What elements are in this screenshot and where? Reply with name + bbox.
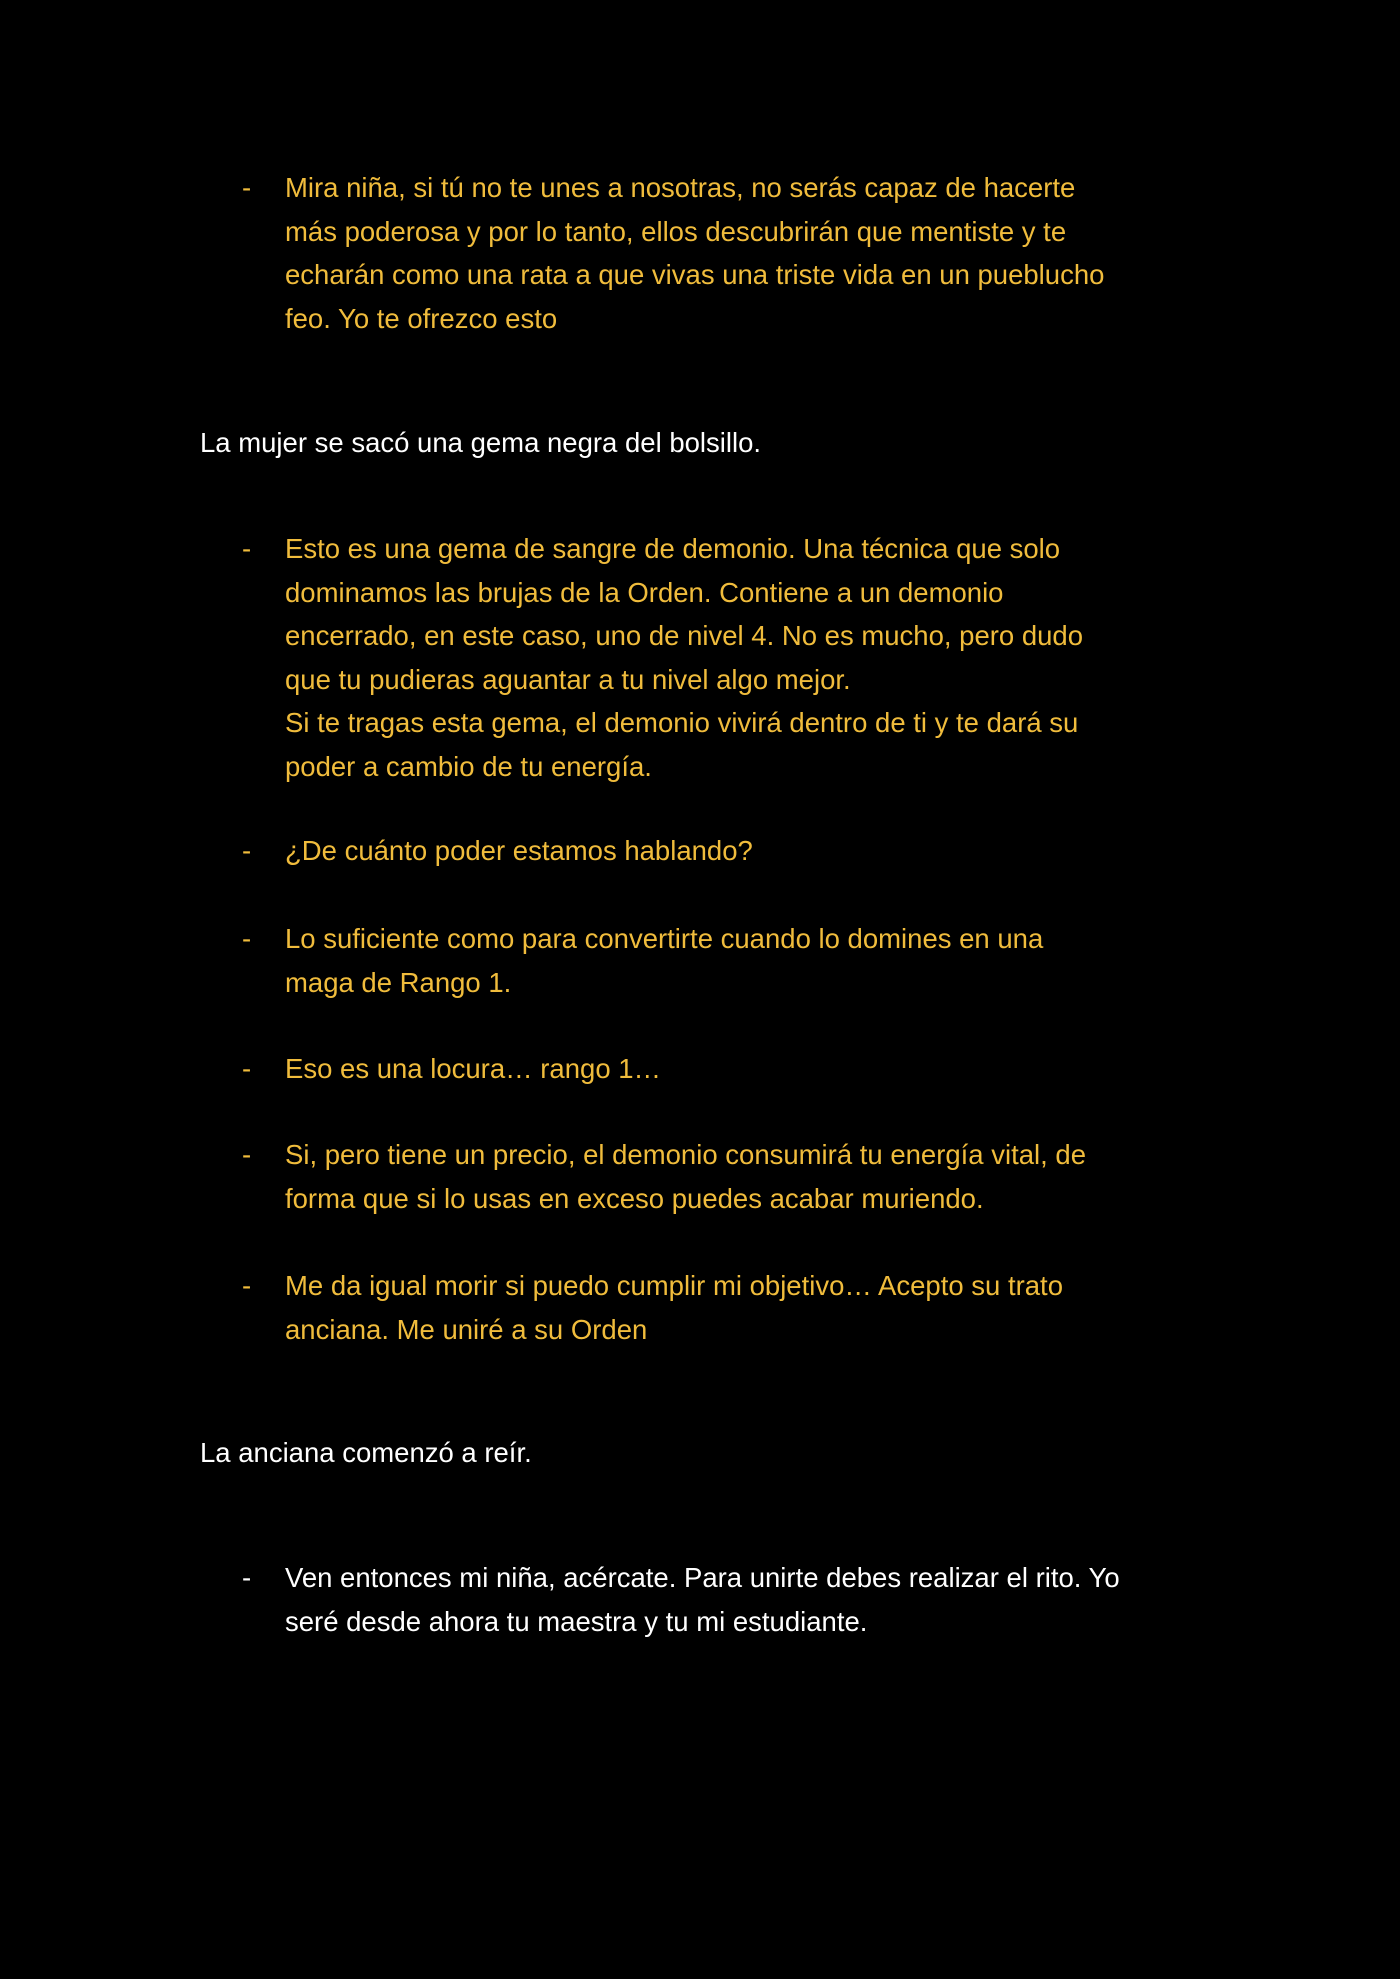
dialogue-dash: -	[242, 1270, 252, 1301]
dialogue-text: Si, pero tiene un precio, el demonio consumirá tu energía vital, de forma que si lo usas en exceso puedes acabar muriendo.	[285, 1139, 1087, 1214]
dialogue-text: Esto es una gema de sangre de demonio. Una técnica que solo dominamos las brujas de la Orden. Contiene a un demonio encerrado, en este caso, uno de nivel 4. No es mucho, pero dudo que tu pudieras aguantar a tu nivel algo mejor. Si te tragas esta gema, el demonio vivirá dentro de ti y te dará su poder a cambio de tu energía.	[285, 533, 1084, 782]
dialogue-dash: -	[242, 533, 252, 564]
dialogue-text: Ven entonces mi niña, acércate. Para unirte debes realizar el rito. Yo seré desde ahora tu maestra y tu mi estudiante.	[285, 1562, 1120, 1637]
dialogue-dash: -	[242, 1562, 252, 1593]
dialogue-text: ¿De cuánto poder estamos hablando?	[285, 835, 753, 866]
dialogue-dash: -	[242, 923, 252, 954]
dialogue-text: Mira niña, si tú no te unes a nosotras, no serás capaz de hacerte más poderosa y por lo tanto, ellos descubrirán que mentiste y te echarán como una rata a que vivas una triste vida en un pueblucho feo. Yo te ofrezco esto	[285, 172, 1105, 334]
narration-paragraph: La anciana comenzó a reír.	[200, 1437, 532, 1468]
dialogue-dash: -	[242, 172, 252, 203]
dialogue-dash: -	[242, 1053, 252, 1084]
dialogue-text: Lo suficiente como para convertirte cuando lo domines en una maga de Rango 1.	[285, 923, 1044, 998]
dialogue-text: Me da igual morir si puedo cumplir mi objetivo… Acepto su trato anciana. Me uniré a su Orden	[285, 1270, 1063, 1345]
dialogue-dash: -	[242, 835, 252, 866]
narration-paragraph: La mujer se sacó una gema negra del bolsillo.	[200, 427, 762, 458]
dialogue-dash: -	[242, 1139, 252, 1170]
dialogue-text: Eso es una locura… rango 1…	[285, 1053, 662, 1084]
